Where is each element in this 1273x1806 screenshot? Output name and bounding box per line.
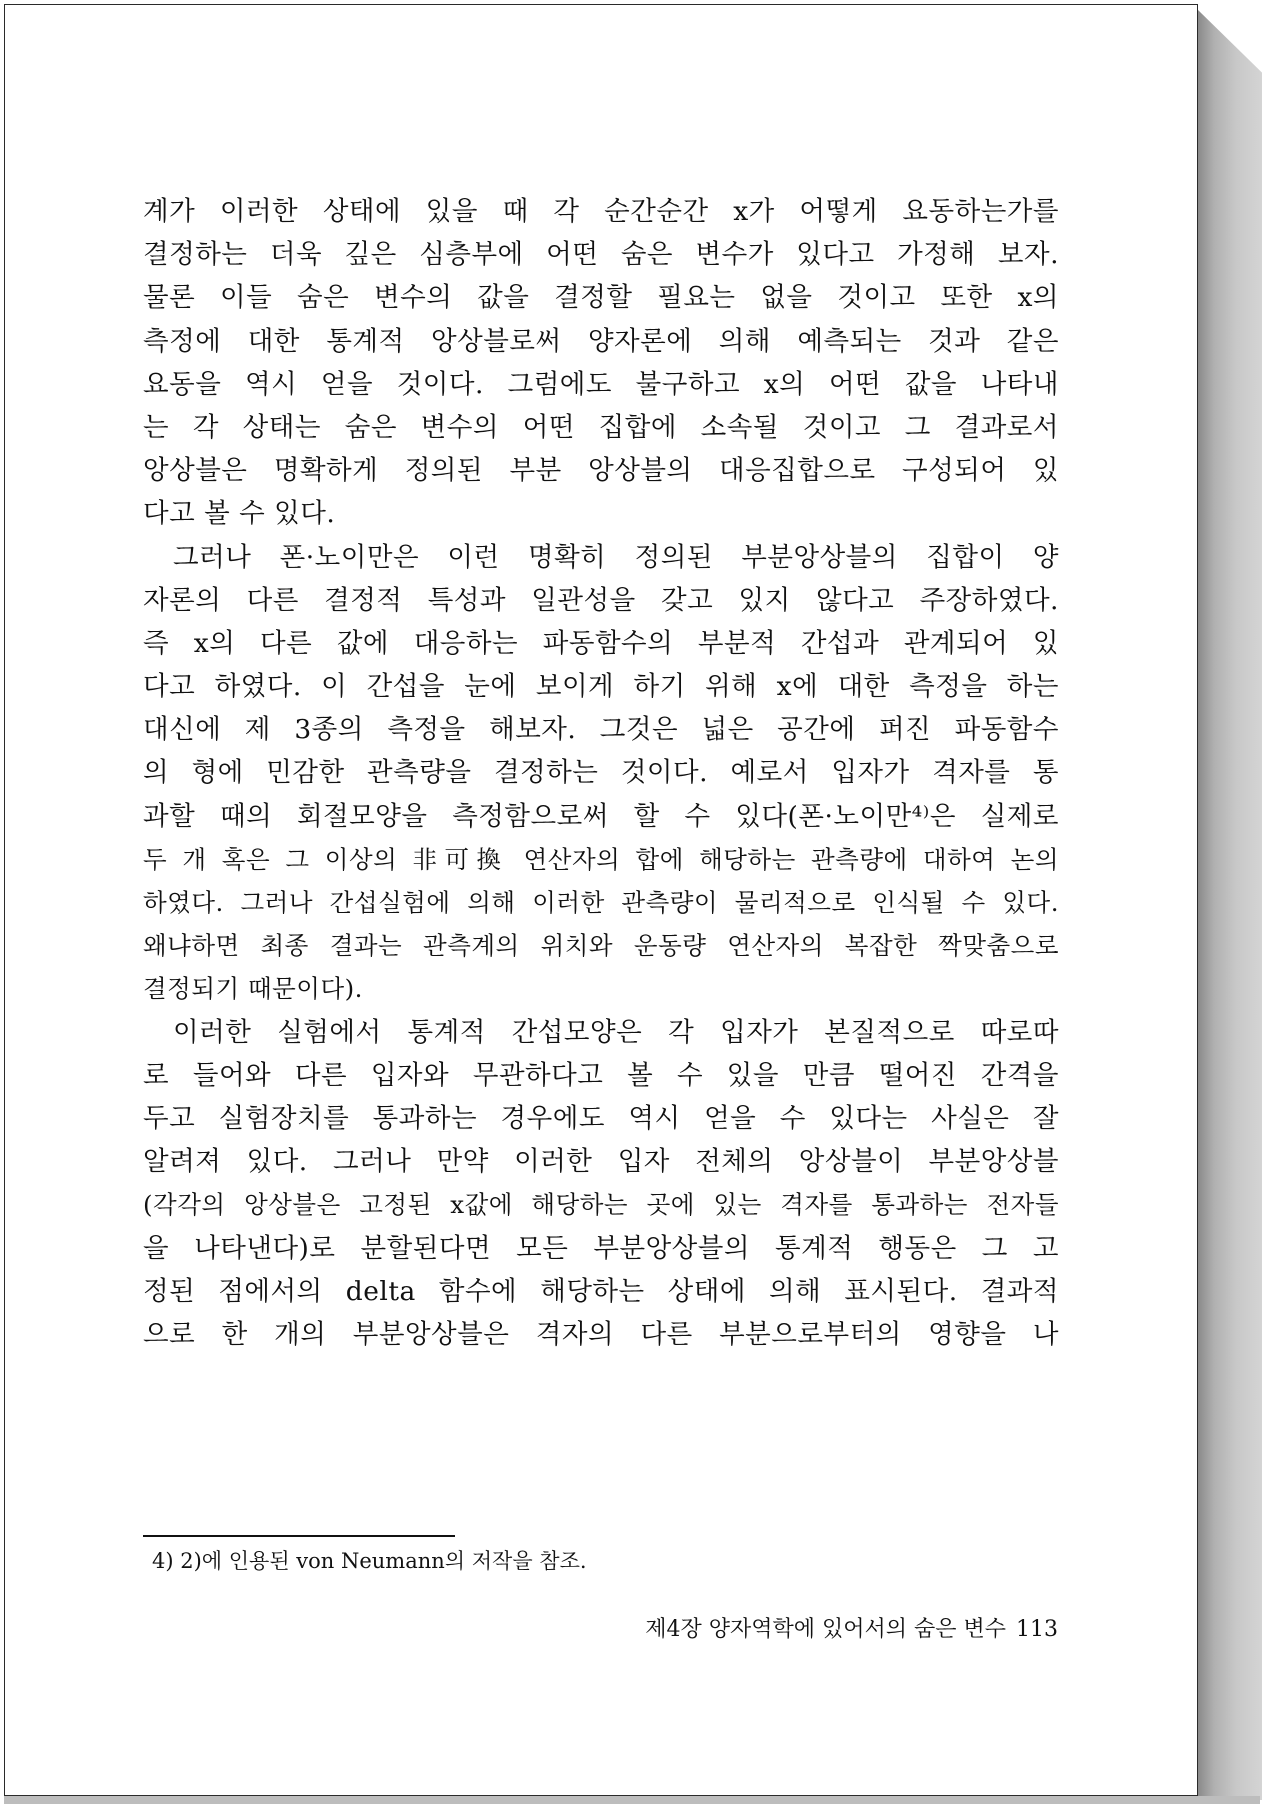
body-line: 대신에 제 3종의 측정을 해보자. 그것은 넓은 공간에 퍼진 파동함수: [143, 714, 1059, 746]
parenthetical-line: 결정되기 때문이다).: [143, 974, 363, 1004]
page-number: 113: [1016, 1617, 1058, 1642]
body-line: 알려져 있다. 그러나 만약 이러한 입자 전체의 앙상블이 부분앙상블: [143, 1146, 1059, 1178]
page-stack-edge: [1198, 10, 1262, 1800]
body-line: 로 들어와 다른 입자와 무관하다고 볼 수 있을 만큼 떨어진 간격을: [143, 1059, 1059, 1091]
body-line: 측정에 대한 통계적 앙상블로써 양자론에 의해 예측되는 것과 같은: [143, 325, 1059, 357]
running-footer: [548, 1612, 1058, 1643]
body-line: 앙상블은 명확하게 정의된 부분 앙상블의 대응집합으로 구성되어 있: [143, 455, 1059, 487]
paragraph-start: 그러나 폰·노이만은 이런 명확히 정의된 부분앙상블의 집합이 양: [173, 541, 1059, 573]
page-stack-bottom: [4, 1796, 1260, 1804]
footnote: 4) 2)에 인용된 von Neumann의 저작을 참조.: [152, 1549, 587, 1573]
body-text: [143, 190, 1059, 1356]
body-line: 는 각 상태는 숨은 변수의 어떤 집합에 소속될 것이고 그 결과로서: [143, 411, 1059, 443]
body-line: 자론의 다른 결정적 특성과 일관성을 갖고 있지 않다고 주장하였다.: [143, 584, 1059, 616]
body-line: 다고 하였다. 이 간섭을 눈에 보이게 하기 위해 x에 대한 측정을 하는: [143, 671, 1059, 703]
body-line: 두고 실험장치를 통과하는 경우에도 역시 얻을 수 있다는 사실은 잘: [143, 1102, 1059, 1134]
body-line: 으로 한 개의 부분앙상블은 격자의 다른 부분으로부터의 영향을 나: [143, 1318, 1059, 1350]
body-line: 정된 점에서의 delta 함수에 해당하는 상태에 의해 표시된다. 결과적: [143, 1275, 1059, 1307]
body-line: 요동을 역시 얻을 것이다. 그럼에도 불구하고 x의 어떤 값을 나타내: [143, 368, 1059, 400]
parenthetical-line: (각각의 앙상블은 고정된 x값에 해당하는 곳에 있는 격자를 통과하는 전자들: [143, 1190, 1059, 1220]
body-line: 계가 이러한 상태에 있을 때 각 순간순간 x가 어떻게 요동하는가를: [143, 196, 1059, 227]
paragraph-start: 이러한 실험에서 통계적 간섭모양은 각 입자가 본질적으로 따로따: [173, 1016, 1059, 1048]
parenthetical-line: 하였다. 그러나 간섭실험에 의해 이러한 관측량이 물리적으로 인식될 수 있다.: [143, 888, 1059, 917]
chapter-title: 제4장 양자역학에 있어서의 숨은 변수: [645, 1617, 1006, 1642]
body-line: 다고 볼 수 있다.: [143, 498, 336, 530]
body-line: 결정하는 더욱 깊은 심층부에 어떤 숨은 변수가 있다고 가정해 보자.: [143, 239, 1059, 271]
body-line: 의 형에 민감한 관측량을 결정하는 것이다. 예로서 입자가 격자를 통: [143, 757, 1059, 789]
footnote-divider: [143, 1535, 455, 1537]
body-line: 물론 이들 숨은 변수의 값을 결정할 필요는 없을 것이고 또한 x의: [143, 282, 1059, 314]
parenthetical-line: 왜냐하면 최종 결과는 관측계의 위치와 운동량 연산자의 복잡한 짝맞춤으로: [143, 931, 1059, 961]
body-line: 을 나타낸다)로 분할된다면 모든 부분앙상블의 통계적 행동은 그 고: [143, 1232, 1059, 1264]
parenthetical-line: 두 개 혹은 그 이상의 非可換 연산자의 합에 해당하는 관측량에 대하여 논의: [143, 844, 1059, 874]
body-line: 과할 때의 회절모양을 측정함으로써 할 수 있다(폰·노이만⁴⁾은 실제로: [143, 800, 1059, 832]
body-line: 즉 x의 다른 값에 대응하는 파동함수의 부분적 간섭과 관계되어 있: [143, 627, 1059, 659]
